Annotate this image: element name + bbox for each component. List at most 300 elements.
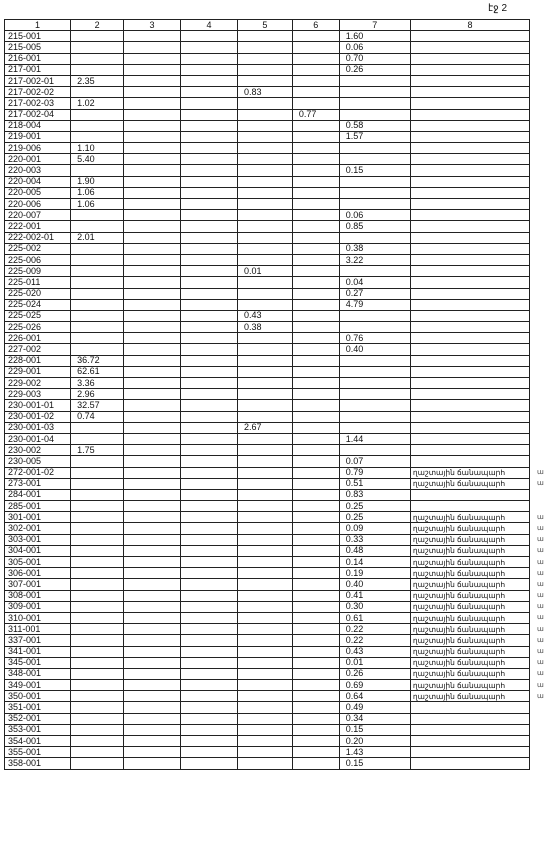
area-cell-col-7: 0.01 [339, 657, 410, 668]
area-cell-col-5 [237, 534, 292, 545]
area-cell-col-7 [339, 378, 410, 389]
area-cell-col-6 [292, 333, 339, 344]
area-cell-col-5 [237, 42, 292, 53]
area-cell-col-5 [237, 277, 292, 288]
area-cell-col-3 [124, 389, 181, 400]
area-cell-col-2 [71, 579, 124, 590]
area-cell-col-7: 0.04 [339, 277, 410, 288]
parcel-code-cell: 355-001 [5, 747, 71, 758]
margin-mark: ա [537, 692, 544, 700]
table-row [5, 478, 530, 489]
area-cell-col-4 [181, 668, 238, 679]
area-cell-col-2 [71, 456, 124, 467]
parcel-code-cell: 220-007 [5, 210, 71, 221]
area-cell-col-3 [124, 445, 181, 456]
column-header: 8 [410, 20, 529, 31]
area-cell-col-3 [124, 143, 181, 154]
area-cell-col-6 [292, 366, 339, 377]
area-cell-col-3 [124, 288, 181, 299]
area-cell-col-7 [339, 411, 410, 422]
parcel-code-cell: 304-001 [5, 545, 71, 556]
area-cell-col-3 [124, 98, 181, 109]
area-cell-col-7: 0.43 [339, 646, 410, 657]
area-cell-col-5 [237, 355, 292, 366]
parcel-code-cell: 219-001 [5, 131, 71, 142]
table-row [5, 657, 530, 668]
area-cell-col-3 [124, 568, 181, 579]
area-cell-col-2: 1.90 [71, 176, 124, 187]
area-cell-col-5 [237, 612, 292, 623]
area-cell-col-4 [181, 758, 238, 769]
area-cell-col-4 [181, 143, 238, 154]
note-cell [410, 433, 529, 444]
area-cell-col-7: 0.06 [339, 42, 410, 53]
area-cell-col-6 [292, 523, 339, 534]
area-cell-col-4 [181, 590, 238, 601]
parcel-code-cell: 220-004 [5, 176, 71, 187]
area-cell-col-4 [181, 232, 238, 243]
area-cell-col-4 [181, 657, 238, 668]
area-cell-col-6 [292, 176, 339, 187]
table-row [5, 199, 530, 210]
area-cell-col-5 [237, 512, 292, 523]
area-cell-col-2: 1.10 [71, 143, 124, 154]
area-cell-col-4 [181, 288, 238, 299]
note-cell [410, 758, 529, 769]
area-cell-col-4 [181, 31, 238, 42]
area-cell-col-5 [237, 333, 292, 344]
table-row [5, 344, 530, 355]
area-cell-col-4 [181, 523, 238, 534]
note-cell [410, 120, 529, 131]
column-header: 6 [292, 20, 339, 31]
area-cell-col-4 [181, 187, 238, 198]
area-cell-col-6 [292, 42, 339, 53]
note-cell [410, 288, 529, 299]
area-cell-col-3 [124, 310, 181, 321]
column-header: 3 [124, 20, 181, 31]
area-cell-col-5 [237, 176, 292, 187]
table-row [5, 747, 530, 758]
note-cell [410, 75, 529, 86]
area-cell-col-5 [237, 691, 292, 702]
area-cell-col-4 [181, 64, 238, 75]
area-cell-col-4 [181, 165, 238, 176]
area-cell-col-7 [339, 98, 410, 109]
area-cell-col-5 [237, 243, 292, 254]
area-cell-col-3 [124, 187, 181, 198]
table-row [5, 176, 530, 187]
area-cell-col-2 [71, 87, 124, 98]
area-cell-col-3 [124, 713, 181, 724]
area-cell-col-2 [71, 64, 124, 75]
area-cell-col-2 [71, 724, 124, 735]
table-row [5, 187, 530, 198]
column-header: 2 [71, 20, 124, 31]
area-cell-col-7: 0.64 [339, 691, 410, 702]
area-cell-col-3 [124, 400, 181, 411]
area-cell-col-3 [124, 378, 181, 389]
parcel-code-cell: 350-001 [5, 691, 71, 702]
area-cell-col-3 [124, 266, 181, 277]
area-cell-col-5 [237, 254, 292, 265]
area-cell-col-5 [237, 433, 292, 444]
area-cell-col-6 [292, 691, 339, 702]
parcel-code-cell: 227-002 [5, 344, 71, 355]
area-cell-col-7 [339, 75, 410, 86]
area-cell-col-4 [181, 478, 238, 489]
area-cell-col-7: 4.79 [339, 299, 410, 310]
area-cell-col-2: 3.36 [71, 378, 124, 389]
area-cell-col-7: 1.60 [339, 31, 410, 42]
note-cell [410, 489, 529, 500]
area-cell-col-7: 0.30 [339, 601, 410, 612]
parcel-code-cell: 220-001 [5, 154, 71, 165]
area-cell-col-7 [339, 400, 410, 411]
margin-mark: ա [537, 659, 544, 667]
area-cell-col-2 [71, 501, 124, 512]
parcel-code-cell: 353-001 [5, 724, 71, 735]
area-cell-col-6 [292, 322, 339, 333]
table-row [5, 489, 530, 500]
note-cell: ղաշտային ճանապարհ [410, 534, 529, 545]
area-cell-col-2 [71, 545, 124, 556]
area-cell-col-7: 0.07 [339, 456, 410, 467]
area-cell-col-6 [292, 344, 339, 355]
area-cell-col-6 [292, 478, 339, 489]
note-cell [410, 109, 529, 120]
area-cell-col-3 [124, 467, 181, 478]
area-cell-col-7: 0.22 [339, 635, 410, 646]
area-cell-col-6 [292, 668, 339, 679]
area-cell-col-6 [292, 612, 339, 623]
area-cell-col-5 [237, 187, 292, 198]
note-cell [410, 422, 529, 433]
area-cell-col-3 [124, 691, 181, 702]
parcel-code-cell: 302-001 [5, 523, 71, 534]
area-cell-col-5 [237, 501, 292, 512]
note-cell [410, 199, 529, 210]
area-cell-col-3 [124, 131, 181, 142]
area-cell-col-3 [124, 545, 181, 556]
area-cell-col-5: 2.67 [237, 422, 292, 433]
area-cell-col-6 [292, 657, 339, 668]
area-cell-col-2 [71, 713, 124, 724]
area-cell-col-3 [124, 31, 181, 42]
parcel-code-cell: 217-002-01 [5, 75, 71, 86]
table-row [5, 736, 530, 747]
table-row [5, 221, 530, 232]
parcel-code-cell: 225-026 [5, 322, 71, 333]
area-cell-col-6 [292, 557, 339, 568]
table-row [5, 534, 530, 545]
parcel-code-cell: 284-001 [5, 489, 71, 500]
area-cell-col-3 [124, 109, 181, 120]
area-cell-col-6 [292, 724, 339, 735]
table-row [5, 668, 530, 679]
area-cell-col-3 [124, 199, 181, 210]
table-row [5, 635, 530, 646]
area-cell-col-6 [292, 232, 339, 243]
area-cell-col-6 [292, 154, 339, 165]
area-cell-col-2 [71, 42, 124, 53]
area-cell-col-5 [237, 579, 292, 590]
note-cell [410, 221, 529, 232]
area-cell-col-3 [124, 210, 181, 221]
area-cell-col-3 [124, 422, 181, 433]
table-row [5, 612, 530, 623]
area-cell-col-5 [237, 109, 292, 120]
area-cell-col-3 [124, 344, 181, 355]
area-cell-col-3 [124, 433, 181, 444]
area-cell-col-2 [71, 433, 124, 444]
area-cell-col-4 [181, 501, 238, 512]
area-cell-col-5 [237, 568, 292, 579]
parcel-code-cell: 310-001 [5, 612, 71, 623]
area-cell-col-2 [71, 635, 124, 646]
area-cell-col-3 [124, 624, 181, 635]
area-cell-col-5 [237, 646, 292, 657]
column-header: 7 [339, 20, 410, 31]
area-cell-col-4 [181, 98, 238, 109]
area-cell-col-6 [292, 512, 339, 523]
area-cell-col-7: 0.48 [339, 545, 410, 556]
table-row [5, 232, 530, 243]
table-row [5, 557, 530, 568]
area-cell-col-7 [339, 143, 410, 154]
table-row [5, 680, 530, 691]
area-cell-col-2 [71, 322, 124, 333]
area-cell-col-7: 0.06 [339, 210, 410, 221]
note-cell: ղաշտային ճանապարհ [410, 624, 529, 635]
area-cell-col-3 [124, 646, 181, 657]
area-cell-col-2 [71, 557, 124, 568]
note-cell: ղաշտային ճանապարհ [410, 635, 529, 646]
table-row [5, 143, 530, 154]
parcel-code-cell: 217-002-04 [5, 109, 71, 120]
area-cell-col-7: 1.43 [339, 747, 410, 758]
area-cell-col-4 [181, 277, 238, 288]
area-cell-col-7: 0.40 [339, 344, 410, 355]
area-cell-col-3 [124, 322, 181, 333]
area-cell-col-4 [181, 299, 238, 310]
area-cell-col-4 [181, 254, 238, 265]
area-cell-col-6 [292, 53, 339, 64]
area-cell-col-5: 0.43 [237, 310, 292, 321]
note-cell [410, 378, 529, 389]
area-cell-col-7 [339, 87, 410, 98]
area-cell-col-3 [124, 512, 181, 523]
area-cell-col-4 [181, 445, 238, 456]
area-cell-col-5 [237, 344, 292, 355]
area-cell-col-6 [292, 378, 339, 389]
area-cell-col-4 [181, 635, 238, 646]
area-cell-col-7: 0.19 [339, 568, 410, 579]
area-cell-col-6 [292, 590, 339, 601]
area-cell-col-7 [339, 109, 410, 120]
note-cell: ղաշտային ճանապարհ [410, 680, 529, 691]
area-cell-col-7: 0.58 [339, 120, 410, 131]
area-cell-col-3 [124, 232, 181, 243]
area-cell-col-3 [124, 120, 181, 131]
area-cell-col-5 [237, 702, 292, 713]
parcel-code-cell: 307-001 [5, 579, 71, 590]
area-cell-col-2 [71, 534, 124, 545]
area-cell-col-3 [124, 254, 181, 265]
area-cell-col-4 [181, 322, 238, 333]
note-cell: ղաշտային ճանապարհ [410, 557, 529, 568]
margin-mark: ա [537, 614, 544, 622]
table-row [5, 109, 530, 120]
area-cell-col-6 [292, 98, 339, 109]
area-cell-col-2: 1.02 [71, 98, 124, 109]
area-cell-col-5 [237, 199, 292, 210]
parcel-code-cell: 354-001 [5, 736, 71, 747]
parcel-code-cell: 220-003 [5, 165, 71, 176]
margin-mark: ա [537, 648, 544, 655]
area-cell-col-7: 0.15 [339, 724, 410, 735]
area-cell-col-3 [124, 176, 181, 187]
area-cell-col-4 [181, 400, 238, 411]
area-cell-col-6 [292, 221, 339, 232]
area-cell-col-2 [71, 590, 124, 601]
note-cell: ղաշտային ճանապարհ [410, 478, 529, 489]
area-cell-col-6 [292, 277, 339, 288]
area-cell-col-2 [71, 568, 124, 579]
note-cell [410, 87, 529, 98]
area-cell-col-5 [237, 545, 292, 556]
note-cell [410, 322, 529, 333]
note-cell [410, 747, 529, 758]
area-cell-col-5 [237, 747, 292, 758]
area-cell-col-4 [181, 691, 238, 702]
parcel-code-cell: 273-001 [5, 478, 71, 489]
area-cell-col-6 [292, 31, 339, 42]
area-cell-col-5 [237, 288, 292, 299]
parcel-code-cell: 225-025 [5, 310, 71, 321]
parcel-code-cell: 225-011 [5, 277, 71, 288]
table-row [5, 568, 530, 579]
area-cell-col-3 [124, 411, 181, 422]
note-cell [410, 445, 529, 456]
area-cell-col-4 [181, 433, 238, 444]
parcel-code-cell: 230-001-04 [5, 433, 71, 444]
note-cell [410, 232, 529, 243]
area-cell-col-2: 32.57 [71, 400, 124, 411]
area-cell-col-4 [181, 724, 238, 735]
area-cell-col-7: 0.15 [339, 758, 410, 769]
area-cell-col-7: 0.22 [339, 624, 410, 635]
area-cell-col-7: 0.38 [339, 243, 410, 254]
area-cell-col-4 [181, 568, 238, 579]
area-cell-col-2 [71, 422, 124, 433]
note-cell [410, 713, 529, 724]
area-cell-col-2: 0.74 [71, 411, 124, 422]
table-row [5, 400, 530, 411]
area-cell-col-4 [181, 747, 238, 758]
table-row [5, 31, 530, 42]
table-body [5, 31, 530, 769]
area-cell-col-2 [71, 266, 124, 277]
area-cell-col-6 [292, 355, 339, 366]
table-row [5, 42, 530, 53]
parcel-code-cell: 309-001 [5, 601, 71, 612]
area-cell-col-3 [124, 612, 181, 623]
table-row [5, 87, 530, 98]
area-cell-col-5 [237, 131, 292, 142]
area-cell-col-4 [181, 389, 238, 400]
area-cell-col-2: 1.75 [71, 445, 124, 456]
area-cell-col-5 [237, 601, 292, 612]
area-cell-col-6 [292, 187, 339, 198]
area-cell-col-6 [292, 646, 339, 657]
area-cell-col-2 [71, 657, 124, 668]
area-cell-col-3 [124, 501, 181, 512]
area-cell-col-4 [181, 489, 238, 500]
area-cell-col-6 [292, 389, 339, 400]
parcel-code-cell: 230-005 [5, 456, 71, 467]
note-cell [410, 187, 529, 198]
area-cell-col-6 [292, 680, 339, 691]
area-cell-col-4 [181, 680, 238, 691]
note-cell [410, 64, 529, 75]
margin-mark: ա [537, 636, 544, 644]
area-cell-col-5 [237, 624, 292, 635]
area-cell-col-2 [71, 702, 124, 713]
area-cell-col-7: 0.49 [339, 702, 410, 713]
table-row [5, 713, 530, 724]
area-cell-col-5 [237, 143, 292, 154]
area-cell-col-6 [292, 165, 339, 176]
area-cell-col-3 [124, 657, 181, 668]
table-row [5, 590, 530, 601]
area-cell-col-6 [292, 243, 339, 254]
area-cell-col-3 [124, 299, 181, 310]
area-cell-col-2: 36.72 [71, 355, 124, 366]
table-row [5, 64, 530, 75]
area-cell-col-4 [181, 355, 238, 366]
area-cell-col-5 [237, 389, 292, 400]
area-cell-col-7 [339, 199, 410, 210]
area-cell-col-4 [181, 456, 238, 467]
table-row [5, 243, 530, 254]
note-cell [410, 724, 529, 735]
note-cell: ղաշտային ճանապարհ [410, 691, 529, 702]
area-cell-col-5 [237, 75, 292, 86]
area-cell-col-3 [124, 579, 181, 590]
table-row [5, 545, 530, 556]
table-row [5, 154, 530, 165]
area-cell-col-2 [71, 601, 124, 612]
parcel-code-cell: 215-001 [5, 31, 71, 42]
table-row [5, 378, 530, 389]
table-row [5, 579, 530, 590]
area-cell-col-6 [292, 210, 339, 221]
area-cell-col-3 [124, 42, 181, 53]
parcel-code-cell: 218-004 [5, 120, 71, 131]
area-cell-col-6 [292, 501, 339, 512]
area-cell-col-3 [124, 747, 181, 758]
area-cell-col-7: 0.15 [339, 165, 410, 176]
area-cell-col-6 [292, 120, 339, 131]
parcel-code-cell: 352-001 [5, 713, 71, 724]
parcel-code-cell: 220-005 [5, 187, 71, 198]
area-cell-col-2 [71, 467, 124, 478]
area-cell-col-7: 0.76 [339, 333, 410, 344]
area-cell-col-7: 0.26 [339, 64, 410, 75]
parcel-code-cell: 225-020 [5, 288, 71, 299]
parcel-code-cell: 230-001-01 [5, 400, 71, 411]
